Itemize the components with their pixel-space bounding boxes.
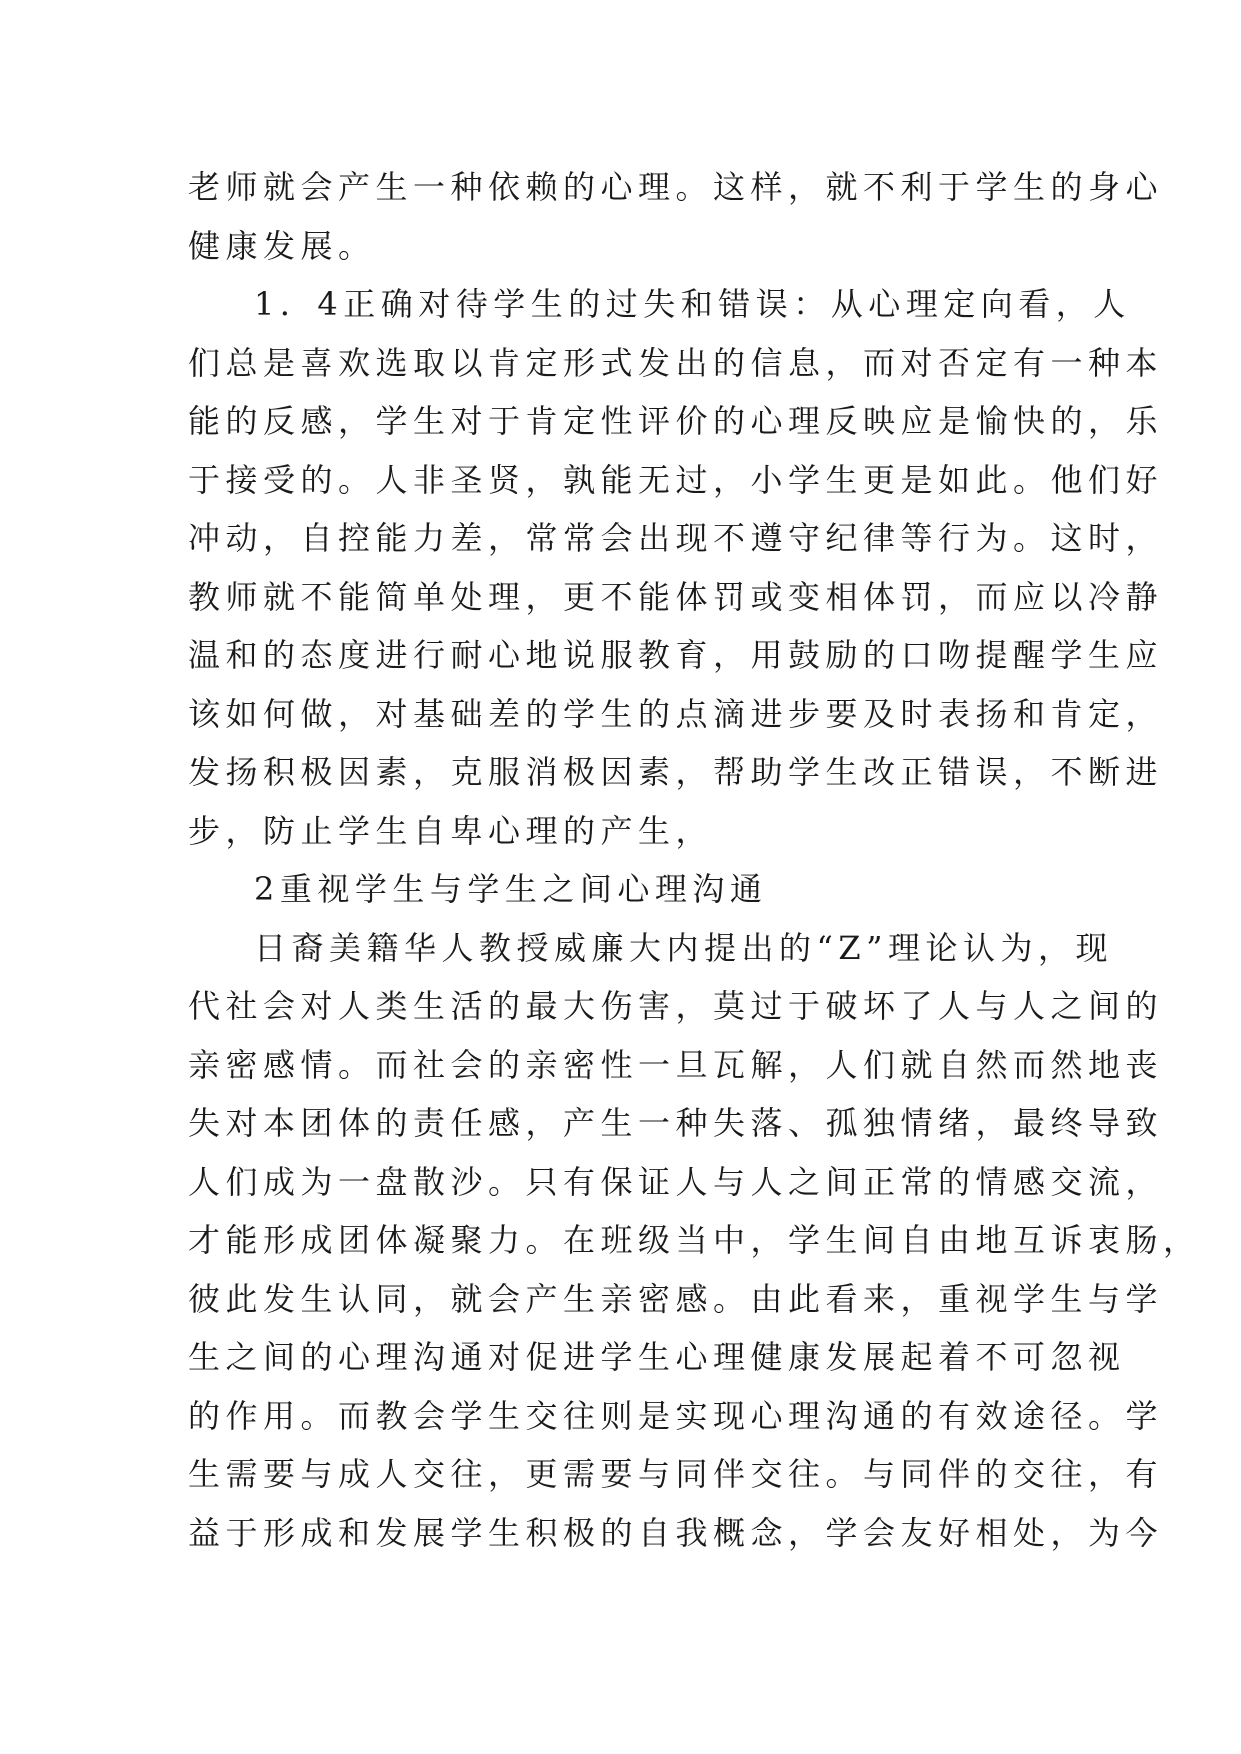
text-line: 于接受的。人非圣贤，孰能无过，小学生更是如此。他们好: [188, 460, 1164, 499]
text-line: 亲密感情。而社会的亲密性一旦瓦解，人们就自然而然地丧: [188, 1045, 1164, 1084]
text-line: 才能形成团体凝聚力。在班级当中，学生间自由地互诉衷肠，: [188, 1221, 1201, 1259]
text-line: 步，防止学生自卑心理的产生，: [188, 811, 714, 850]
paragraph-start: 日裔美籍华人教授威廉大内提出的“Z”理论认为，现: [254, 928, 1113, 967]
section-heading-1-4: 1．4正确对待学生的过失和错误：从心理定向看，人: [254, 285, 1131, 323]
body-text: [188, 158, 1201, 1562]
text-line: 失对本团体的责任感，产生一种失落、孤独情绪，最终导致: [188, 1104, 1164, 1142]
text-line: 彼此发生认同，就会产生亲密感。由此看来，重视学生与学: [188, 1279, 1164, 1318]
text-line: 健康发展。: [188, 226, 376, 265]
text-line: 们总是喜欢选取以肯定形式发出的信息，而对否定有一种本: [188, 343, 1164, 382]
section-heading-2: 2重视学生与学生之间心理沟通: [254, 870, 768, 908]
text-line: 冲动，自控能力差，常常会出现不遵守纪律等行为。这时，: [188, 519, 1164, 557]
text-line: 温和的态度进行耐心地说服教育，用鼓励的口吻提醒学生应: [188, 636, 1164, 674]
text-line: 发扬积极因素，克服消极因素，帮助学生改正错误，不断进: [188, 753, 1164, 791]
text-line: 生需要与成人交往，更需要与同伴交往。与同伴的交往，有: [188, 1455, 1164, 1493]
text-line: 能的反感，学生对于肯定性评价的心理反映应是愉快的，乐: [188, 402, 1164, 440]
text-line: 益于形成和发展学生积极的自我概念，学会友好相处，为今: [188, 1513, 1164, 1552]
text-line: 该如何做，对基础差的学生的点滴进步要及时表扬和肯定，: [188, 694, 1164, 733]
text-line: 生之间的心理沟通对促进学生心理健康发展起着不可忽视: [188, 1338, 1126, 1376]
text-line: 的作用。而教会学生交往则是实现心理沟通的有效途径。学: [188, 1396, 1164, 1435]
text-line: 教师就不能简单处理，更不能体罚或变相体罚，而应以冷静: [188, 577, 1164, 616]
text-line: 代社会对人类生活的最大伤害，莫过于破坏了人与人之间的: [188, 987, 1164, 1025]
text-line: 人们成为一盘散沙。只有保证人与人之间正常的情感交流，: [188, 1162, 1164, 1201]
text-line: 老师就会产生一种依赖的心理。这样，就不利于学生的身心: [188, 168, 1164, 206]
